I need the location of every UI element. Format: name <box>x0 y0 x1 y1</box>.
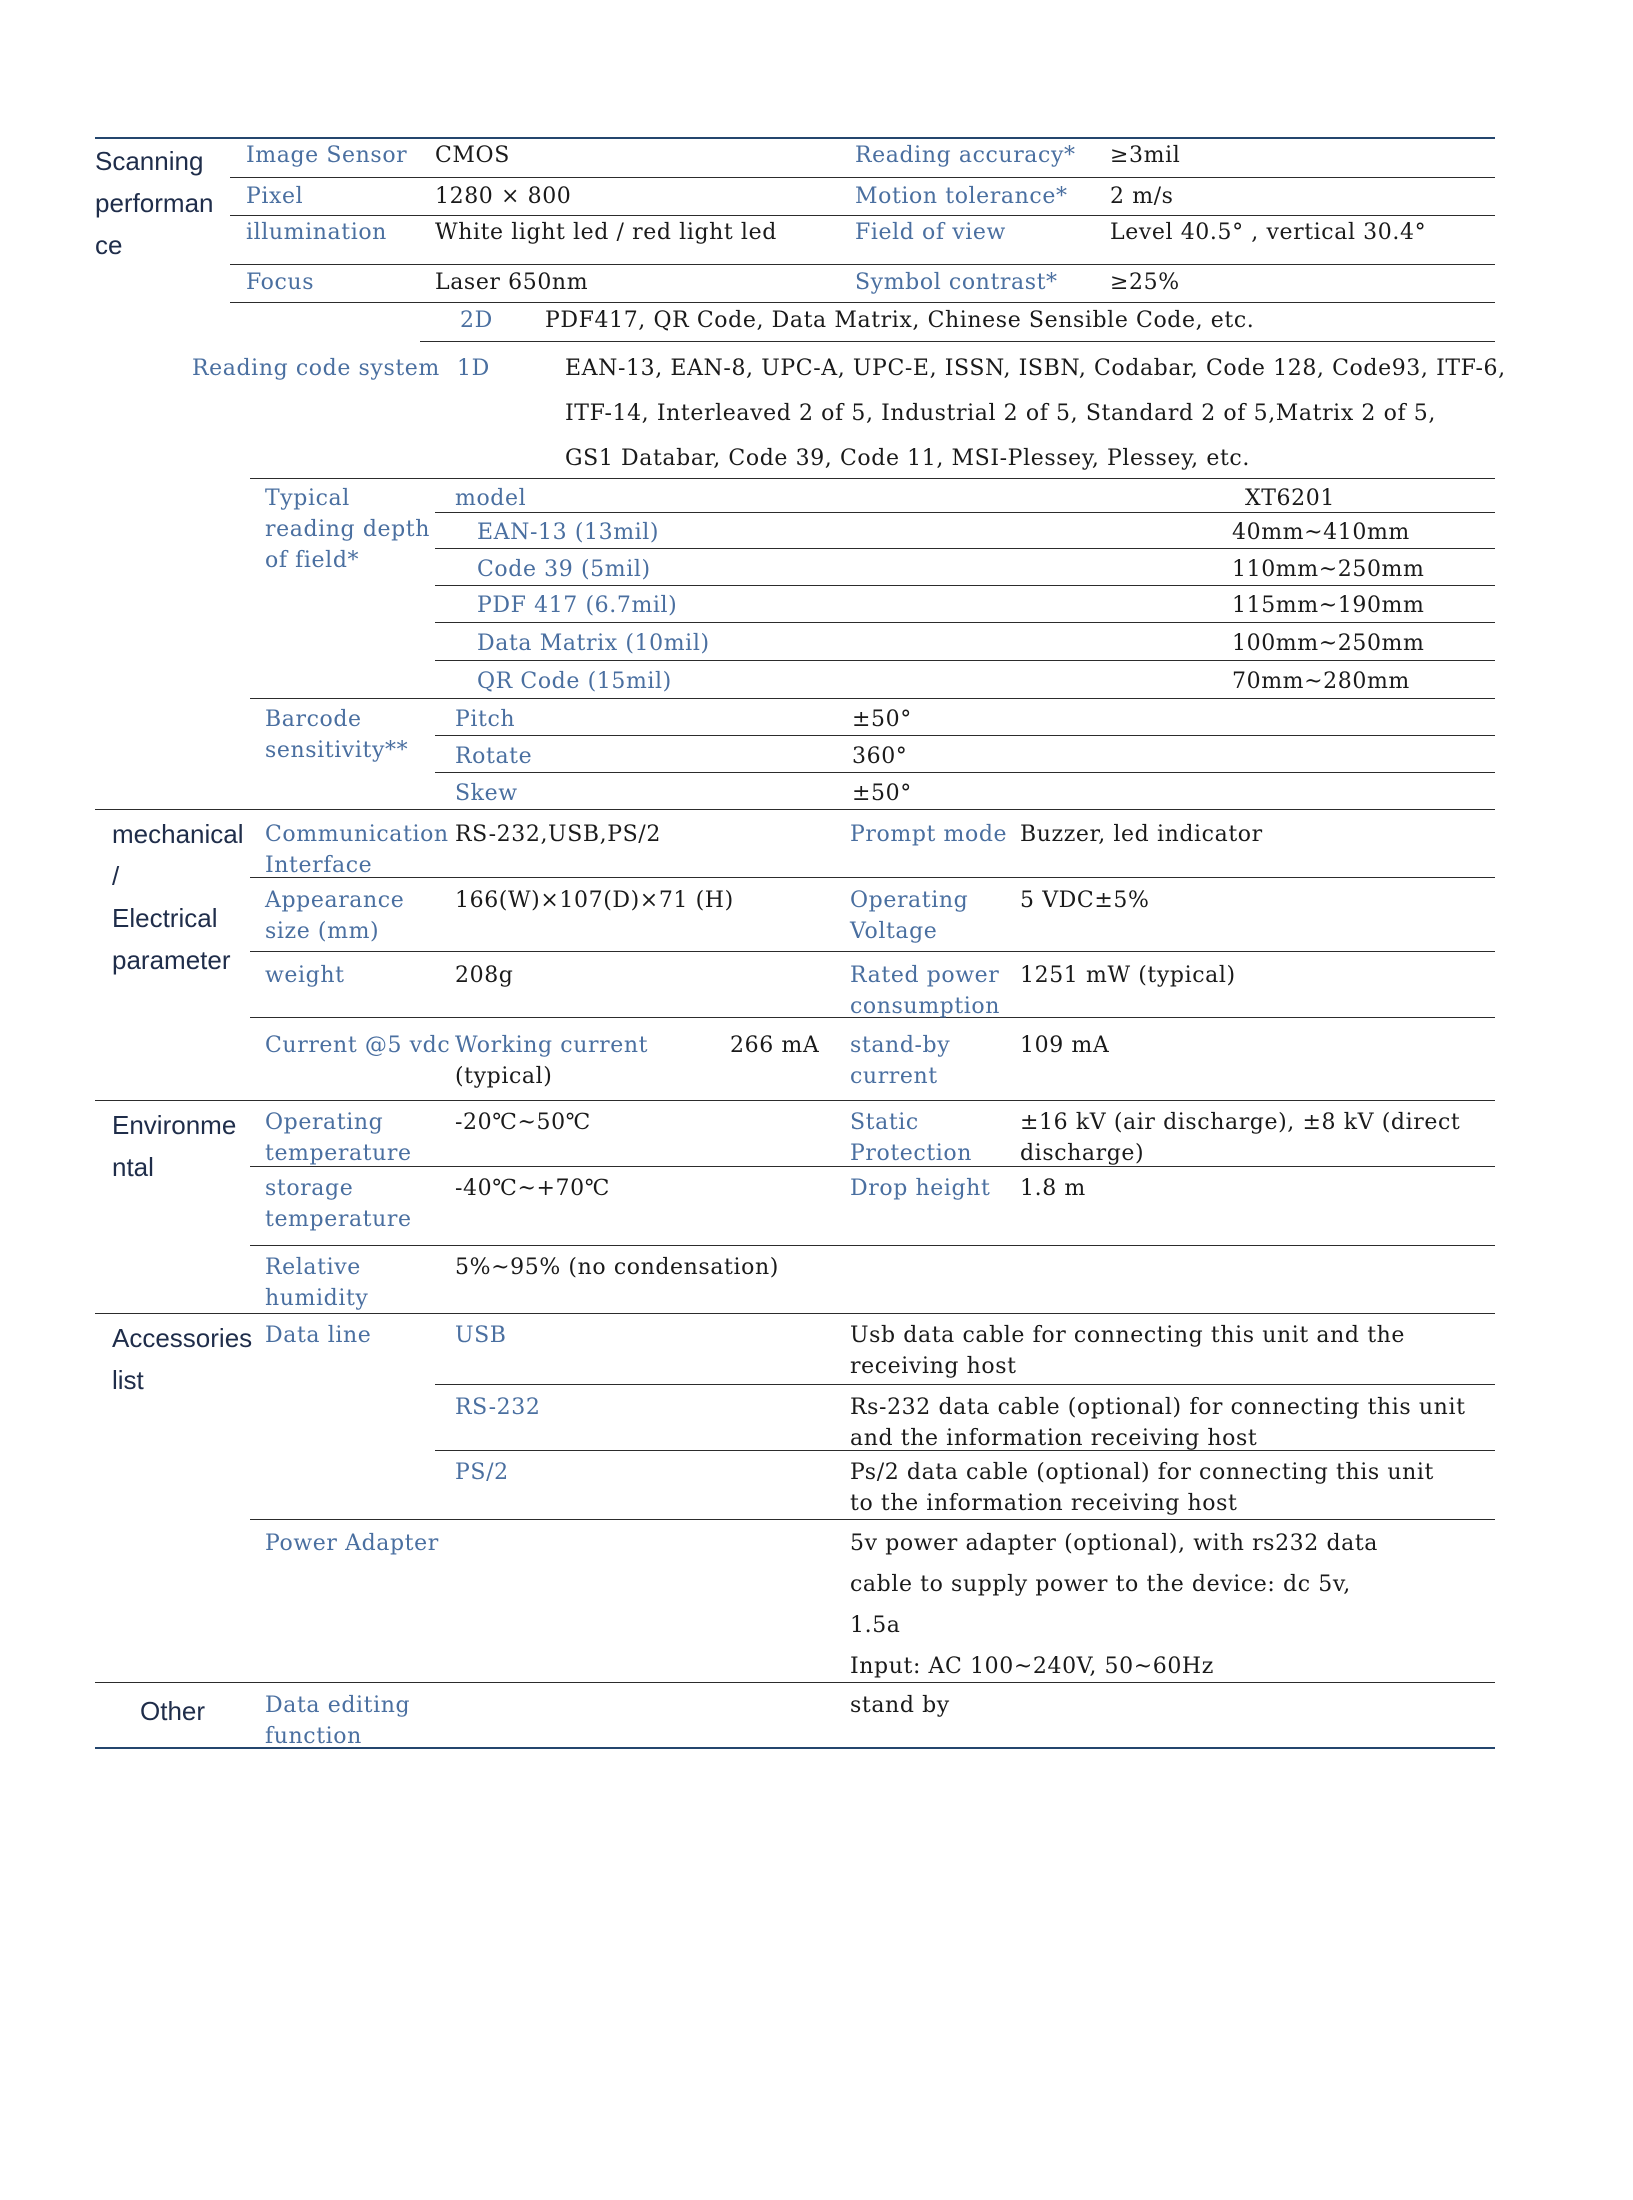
operating-voltage-label: Operating Voltage <box>850 888 969 944</box>
illumination-label: illumination <box>246 220 387 245</box>
section-title-scanning: Scanning performan ce <box>95 146 214 260</box>
operating-temperature-label: Operating temperature <box>265 1110 412 1166</box>
appearance-size-label: Appearance size (mm) <box>265 888 405 944</box>
rotate-value: 360° <box>852 744 908 769</box>
rule <box>435 660 1495 661</box>
section-title-mechanical: mechanical / Electrical parameter <box>112 819 244 975</box>
rule <box>250 1245 1495 1246</box>
drop-height-value: 1.8 m <box>1020 1176 1086 1201</box>
standby-current-value: 109 mA <box>1020 1033 1110 1058</box>
pitch-label: Pitch <box>455 707 516 732</box>
data-editing-label: Data editing function <box>265 1693 411 1749</box>
depth-row-value: 40mm~410mm <box>1232 520 1410 545</box>
depth-row-label: QR Code (15mil) <box>477 669 672 694</box>
field-of-view-value: Level 40.5° , vertical 30.4° <box>1110 220 1427 245</box>
rule <box>230 302 1495 303</box>
cable-desc-ps2: Ps/2 data cable (optional) for connecting this unit to the information receiving host <box>850 1460 1434 1516</box>
section-title-environmental: Environme ntal <box>112 1110 237 1182</box>
power-adapter-line: 1.5a <box>850 1613 901 1638</box>
code-1d-label: 1D <box>457 356 490 381</box>
rule <box>435 1384 1495 1385</box>
static-protection-label: Static Protection <box>850 1110 973 1166</box>
power-adapter-line: Input: AC 100~240V, 50~60Hz <box>850 1654 1214 1679</box>
relative-humidity-label: Relative humidity <box>265 1255 369 1311</box>
image-sensor-label: Image Sensor <box>246 143 408 168</box>
rule <box>435 735 1495 736</box>
data-line-label: Data line <box>265 1323 372 1348</box>
storage-temperature-value: -40℃~+70℃ <box>455 1176 610 1201</box>
weight-label: weight <box>265 963 345 988</box>
operating-temperature-value: -20℃~50℃ <box>455 1110 591 1135</box>
motion-tolerance-value: 2 m/s <box>1110 184 1174 209</box>
working-current-label: Working current <box>455 1033 649 1058</box>
depth-row-label: EAN-13 (13mil) <box>477 520 660 545</box>
depth-row-label: Data Matrix (10mil) <box>477 631 710 656</box>
rule <box>230 215 1495 216</box>
pixel-label: Pixel <box>246 184 304 209</box>
section-title-accessories: Accessories list <box>112 1323 253 1395</box>
field-of-view-label: Field of view <box>855 220 1006 245</box>
depth-row-value: 115mm~190mm <box>1232 593 1425 618</box>
communication-interface-value: RS-232,USB,PS/2 <box>455 822 661 847</box>
power-adapter-label: Power Adapter <box>265 1531 439 1556</box>
communication-interface-label: Communication Interface <box>265 822 449 878</box>
rule <box>230 177 1495 178</box>
reading-accuracy-value: ≥3mil <box>1110 143 1181 168</box>
rule <box>435 622 1495 623</box>
rule <box>250 951 1495 952</box>
reading-accuracy-label: Reading accuracy* <box>855 143 1076 168</box>
cable-label-rs232: RS-232 <box>455 1395 541 1420</box>
model-value: XT6201 <box>1245 486 1335 511</box>
code-1d-line: GS1 Databar, Code 39, Code 11, MSI-Plessey, Plessey, etc. <box>565 446 1250 471</box>
depth-row-value: 110mm~250mm <box>1232 557 1425 582</box>
rated-power-value: 1251 mW (typical) <box>1020 963 1236 988</box>
top-rule <box>95 137 1495 139</box>
cable-label-usb: USB <box>455 1323 507 1348</box>
drop-height-label: Drop height <box>850 1176 991 1201</box>
skew-value: ±50° <box>852 781 912 806</box>
rated-power-label: Rated power consumption <box>850 963 1001 1019</box>
cable-label-ps2: PS/2 <box>455 1460 509 1485</box>
code-2d-label: 2D <box>460 308 493 333</box>
rule <box>230 264 1495 265</box>
code-2d-value: PDF417, QR Code, Data Matrix, Chinese Sensible Code, etc. <box>545 308 1255 333</box>
rule <box>250 698 1495 699</box>
skew-label: Skew <box>455 781 518 806</box>
relative-humidity-value: 5%~95% (no condensation) <box>455 1255 779 1280</box>
power-adapter-line: cable to supply power to the device: dc 5v, <box>850 1572 1351 1597</box>
prompt-mode-value: Buzzer, led indicator <box>1020 822 1263 847</box>
rule <box>95 809 1495 810</box>
cable-desc-rs232: Rs-232 data cable (optional) for connecting this unit and the information receiving host <box>850 1395 1466 1451</box>
reading-code-label: Reading code system <box>192 356 440 381</box>
symbol-contrast-label: Symbol contrast* <box>855 270 1058 295</box>
cable-desc-usb: Usb data cable for connecting this unit and the receiving host <box>850 1323 1406 1379</box>
rule <box>250 478 1495 479</box>
rule <box>435 548 1495 549</box>
focus-value: Laser 650nm <box>435 270 589 295</box>
operating-voltage-value: 5 VDC±5% <box>1020 888 1150 913</box>
rule <box>435 512 1495 513</box>
working-current-value: 266 mA <box>730 1033 820 1058</box>
section-title-other: Other <box>140 1696 206 1726</box>
code-1d-line: EAN-13, EAN-8, UPC-A, UPC-E, ISSN, ISBN, Codabar, Code 128, Code93, ITF-6, <box>565 356 1506 381</box>
static-protection-value: ±16 kV (air discharge), ±8 kV (direct discharge) <box>1020 1110 1461 1166</box>
appearance-size-value: 166(W)×107(D)×71 (H) <box>455 888 734 913</box>
depth-row-value: 100mm~250mm <box>1232 631 1425 656</box>
depth-row-value: 70mm~280mm <box>1232 669 1410 694</box>
depth-row-label: Code 39 (5mil) <box>477 557 651 582</box>
prompt-mode-label: Prompt mode <box>850 822 1008 847</box>
rotate-label: Rotate <box>455 744 533 769</box>
motion-tolerance-label: Motion tolerance* <box>855 184 1068 209</box>
current-label: Current @5 vdc <box>265 1033 451 1058</box>
standby-current-label: stand-by current <box>850 1033 951 1089</box>
storage-temperature-label: storage temperature <box>265 1176 412 1232</box>
depth-of-field-label: Typical reading depth of field* <box>265 486 431 573</box>
rule <box>95 1682 1495 1683</box>
image-sensor-value: CMOS <box>435 143 510 168</box>
rule <box>420 341 1495 342</box>
rule <box>435 772 1495 773</box>
model-label: model <box>455 486 527 511</box>
data-editing-value: stand by <box>850 1693 950 1718</box>
depth-row-label: PDF 417 (6.7mil) <box>477 593 678 618</box>
illumination-value: White light led / red light led <box>435 220 777 245</box>
focus-label: Focus <box>246 270 315 295</box>
pitch-value: ±50° <box>852 707 912 732</box>
power-adapter-line: 5v power adapter (optional), with rs232 data <box>850 1531 1379 1556</box>
code-1d-line: ITF-14, Interleaved 2 of 5, Industrial 2 of 5, Standard 2 of 5,Matrix 2 of 5, <box>565 401 1436 426</box>
rule <box>95 1100 1495 1101</box>
rule <box>435 585 1495 586</box>
rule <box>250 1519 1495 1520</box>
barcode-sensitivity-label: Barcode sensitivity** <box>265 707 409 763</box>
symbol-contrast-value: ≥25% <box>1110 270 1180 295</box>
pixel-value: 1280 × 800 <box>435 184 572 209</box>
weight-value: 208g <box>455 963 514 988</box>
working-current-note: (typical) <box>455 1064 553 1089</box>
